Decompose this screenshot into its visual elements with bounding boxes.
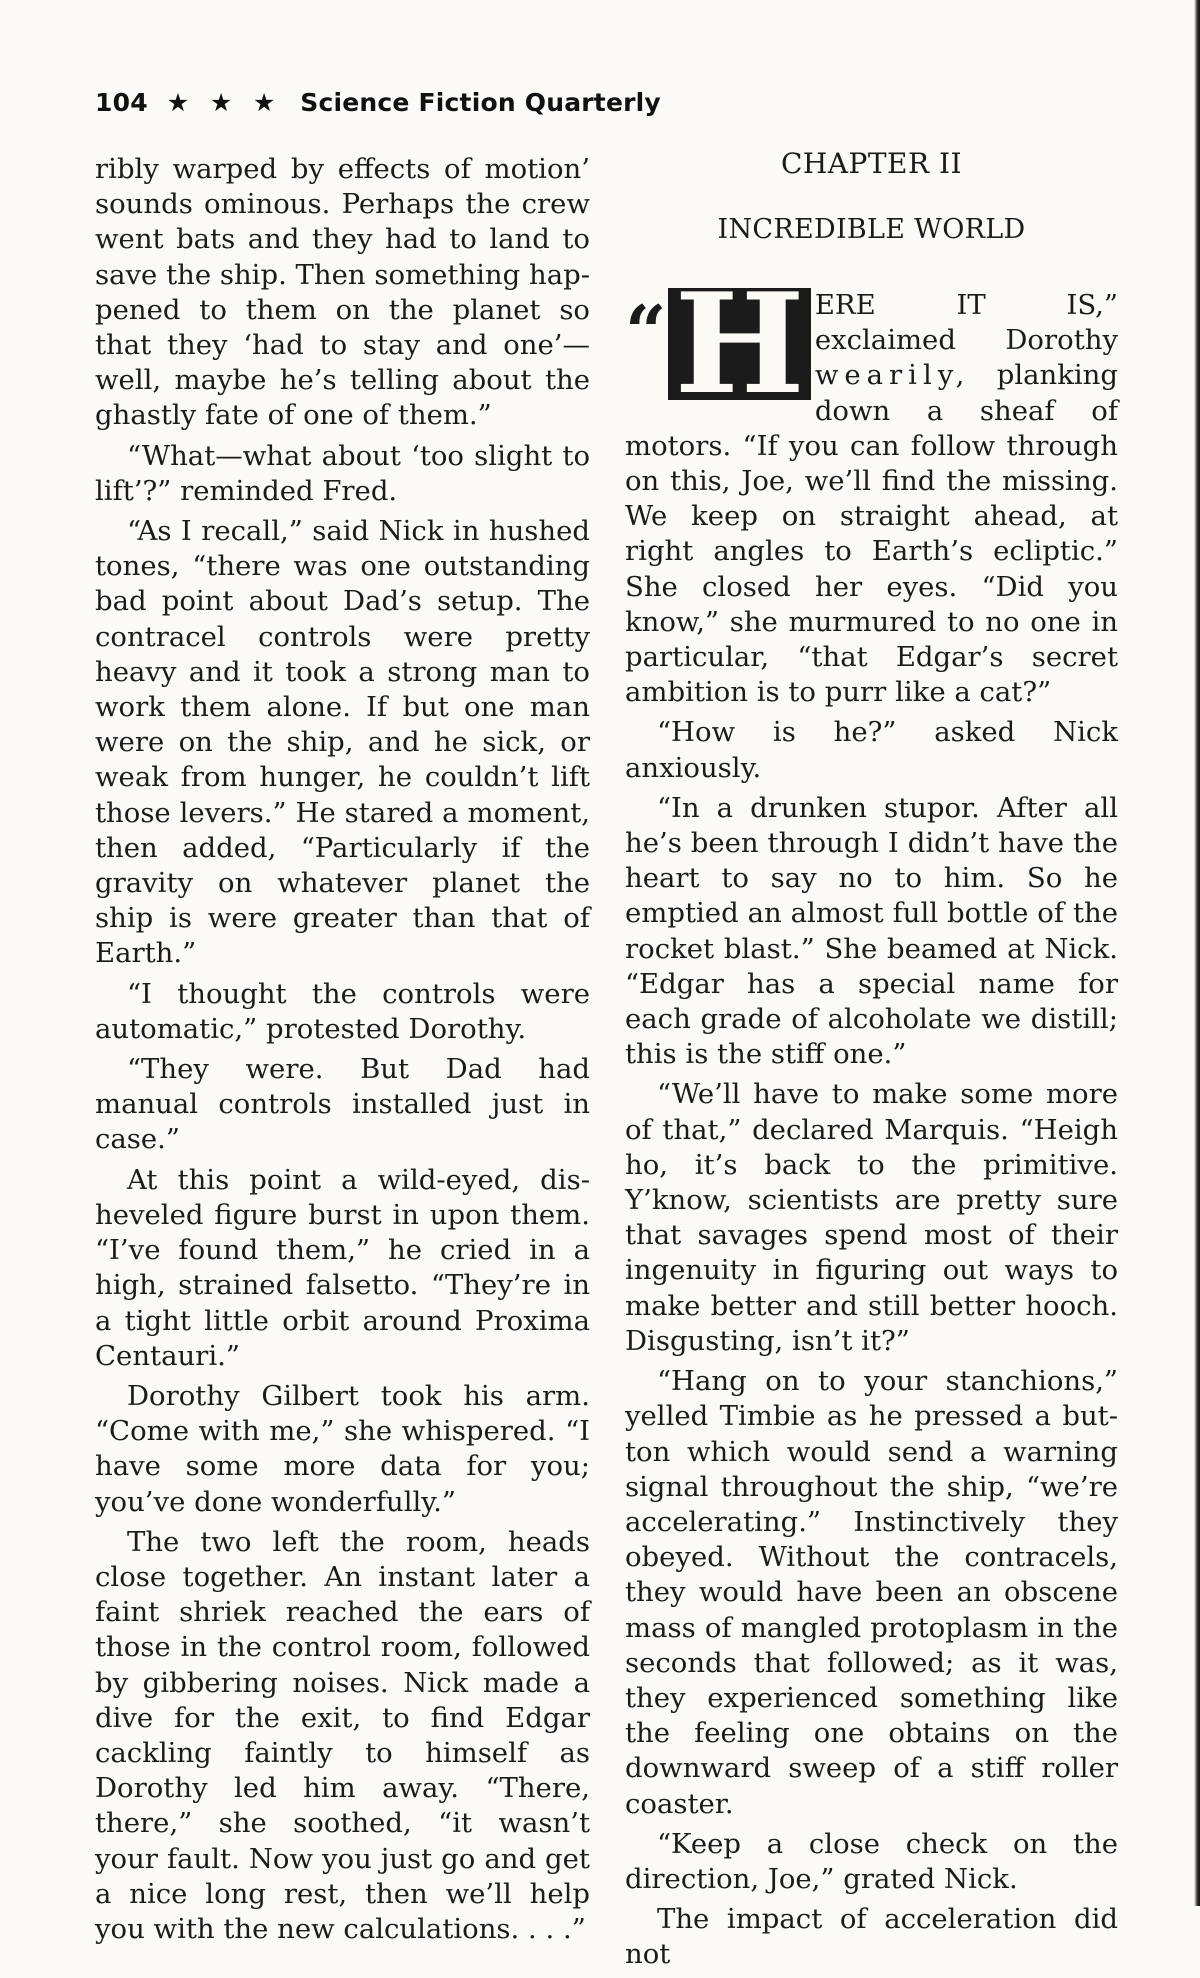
chapter-title: INCREDIBLE WORLD	[717, 214, 1026, 245]
chapter-opening	[625, 262, 1118, 710]
paragraph: Dorothy Gilbert took his arm. “Come with me,” she whispered. “I have some more data for you; you’ve done wonderfully.”	[95, 1379, 590, 1518]
paragraph: “As I recall,” said Nick in hushed tones, “there was one outstanding bad point about Dad’s setup. The contracel controls were pretty heavy and it took a strong man to work them alone. If but one man were on the ship, and he sick, or weak from hunger, he couldn’t lift those levers.” He stared a moment, then added, “Particularly if the gravity on whatever planet the ship is were greater than that of Earth.”	[95, 515, 590, 970]
paragraph: “I thought the controls were automatic,” protested Dorothy.	[95, 977, 590, 1045]
opening-text-2: planking down a sheaf of motors. “If you can follow through on this, Joe, we’ll find the missing. We keep on straight ahead, at right angles to Earth’s ecliptic.” She closed her eyes. “Did you know,” she murmured to no one in particular, “that Edgar’s secret ambition is to purr like a cat?”	[625, 359, 1118, 709]
left-column	[95, 152, 590, 1952]
page-edge-shadow	[1194, 0, 1200, 1906]
chapter-number: CHAPTER II	[780, 147, 963, 180]
opening-spaced-word: wearily,	[814, 359, 971, 392]
star-ornament: ★ ★ ★	[166, 88, 282, 117]
paragraph: At this point a wild-eyed, disheveled figure burst in upon them. “I’ve found them,” he cried in a high, strained falsetto. “They’re in a tight little orbit around Proxima Centauri.”	[95, 1163, 590, 1372]
paragraph: “What—what about ‘too slight to lift’?” reminded Fred.	[95, 439, 590, 507]
paragraph: “We’ll have to make some more of that,” declared Marquis. “Heigh ho, it’s back to the primitive. Y’know, scientists are pretty sure that savages spend most of their ingenuity in figuring out ways to make better and still better hooch. Disgusting, isn’t it?”	[625, 1078, 1118, 1357]
publication-title: Science Fiction Quarterly	[300, 88, 661, 117]
page-number: 104	[95, 88, 148, 117]
running-header	[95, 88, 661, 128]
drop-cap-quote: “	[625, 289, 667, 374]
right-column	[625, 146, 1118, 1978]
paragraph: “In a drunken stupor. After all he’s been through I didn’t have the heart to say no to him. So he emptied an almost full bottle of the rocket blast.” She beamed at Nick. “Edgar has a special name for each grade of alcoholate we distill; this is the stiff one.”	[625, 791, 1118, 1071]
drop-cap-letter: H	[668, 288, 810, 400]
paragraph: The two left the room, heads close together. An instant later a faint shriek reached the ears of those in the control room, followed by gibbering noises. Nick made a dive for the exit, to find Edgar cackling faintly to himself as Dorothy led him away. “There, there,” she soothed, “it wasn’t your fault. Now you just go and get a nice long rest, then we’ll help you with the new calculations. . . .”	[95, 1525, 590, 1945]
paragraph: “Keep a close check on the direction, Joe,” grated Nick.	[625, 1827, 1118, 1895]
paragraph: “How is he?” asked Nick anxiously.	[625, 716, 1118, 784]
paragraph: ribly warped by effects of motion’ sounds ominous. Perhaps the crew went bats and they had to land to save the ship. Then something happened to them on the planet so that they ‘had to stay and one’—well, maybe he’s telling about the ghastly fate of one of them.”	[95, 153, 590, 432]
paragraph: “They were. But Dad had manual controls installed just in case.”	[95, 1053, 590, 1156]
opening-text-1: ERE IT IS,” exclaimed Dorothy	[814, 289, 1118, 357]
drop-cap	[625, 262, 811, 425]
paragraph: The impact of acceleration did not	[625, 1903, 1118, 1971]
paragraph: “Hang on to your stanchions,” yelled Timbie as he pressed a button which would send a warning signal throughout the ship, “we’re accelerating.” Instinctively they obeyed. Without the contracels, they would have been an obscene mass of mangled protoplasm in the seconds that followed; as it was, they experienced something like the feeling one obtains on the downward sweep of a stiff roller coaster.	[625, 1365, 1118, 1820]
